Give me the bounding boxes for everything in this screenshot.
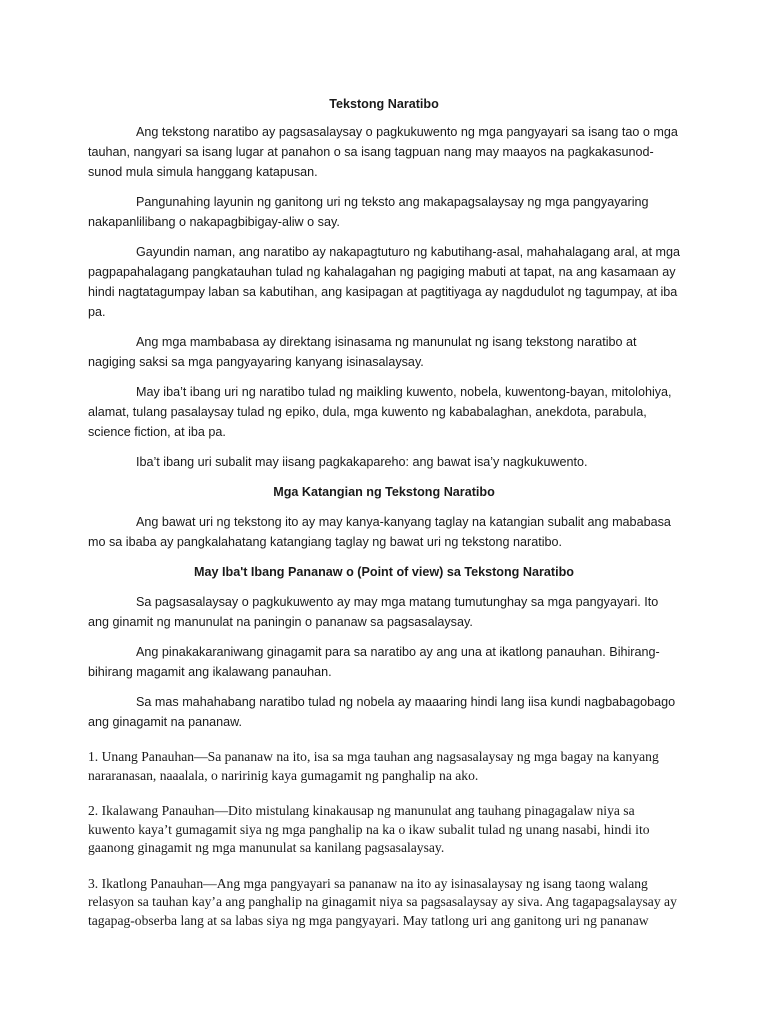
intro-paragraph-6: Iba’t ibang uri subalit may iisang pagkakapareho: ang bawat isa’y nagkukuwento. — [136, 455, 588, 469]
intro-paragraph-4: Ang mga mambabasa ay direktang isinasama ng manunulat ng isang tekstong naratibo at nagiging saksi sa mga pangyayaring kanyang isinasalaysay. — [88, 335, 637, 369]
katangian-paragraph-1: Ang bawat uri ng tekstong ito ay may kanya-kanyang taglay na katangian subalit ang mababasa mo sa ibaba ay pangkalahatang katangiang taglay ng bawat uri ng tekstong naratibo. — [88, 515, 671, 549]
section-heading-pananaw: May Iba't Ibang Pananaw o (Point of view) sa Tekstong Naratibo — [194, 565, 574, 579]
pananaw-paragraph-2: Ang pinakakaraniwang ginagamit para sa naratibo ay ang una at ikatlong panauhan. Bihirang-bihirang magamit ang ikalawang panauhan. — [88, 645, 660, 679]
point-of-view-list — [88, 748, 680, 930]
list-item-number: 1. — [88, 749, 102, 764]
section-heading-katangian: Mga Katangian ng Tekstong Naratibo — [273, 485, 495, 499]
list-item — [88, 875, 680, 931]
list-item-number: 2. — [88, 803, 102, 818]
intro-paragraph-5: May iba’t ibang uri ng naratibo tulad ng maikling kuwento, nobela, kuwentong-bayan, mitolohiya, alamat, tulang pasalaysay tulad ng epiko, dula, mga kuwento ng kababalaghan, anekdota, parabula, science fiction, at iba pa. — [88, 385, 672, 439]
list-item-number: 3. — [88, 875, 102, 891]
intro-paragraph-1: Ang tekstong naratibo ay pagsasalaysay o pagkukuwento ng mga pangyayari sa isang tao o mga tauhan, nangyari sa isang lugar at panahon o sa isang tagpuan nang may maayos na pagkakasunod-sunod mula simula hanggang katapusan. — [88, 125, 678, 179]
pananaw-paragraph-1: Sa pagsasalaysay o pagkukuwento ay may mga matang tumutunghay sa mga pangyayari. Ito ang ginamit ng manunulat na paningin o pananaw sa pagsasalaysay. — [88, 595, 659, 629]
intro-paragraph-2: Pangunahing layunin ng ganitong uri ng teksto ang makapagsalaysay ng mga pangyayaring nakapanlilibang o nakapagbibigay-aliw o say. — [88, 195, 649, 229]
pananaw-paragraph-3: Sa mas mahahabang naratibo tulad ng nobela ay maaaring hindi lang iisa kundi nagbabagobago ang ginagamit na pananaw. — [88, 695, 676, 729]
list-item — [88, 802, 680, 858]
document-title: Tekstong Naratibo — [329, 97, 439, 111]
intro-paragraph-3: Gayundin naman, ang naratibo ay nakapagtuturo ng kabutihang-asal, mahahalagang aral, at mga pagpapahalagang pangkatauhan tulad ng kahalagahan ng pagiging mabuti at tapat, na ang kasamaan ay hindi nagtatagumpay laban sa kabutihan, ang kasipagan at pagtitiyaga ay nagdudulot ng tagumpay, at iba pa. — [88, 245, 681, 319]
list-item-text: Ikatlong Panauhan—Ang mga pangyayari sa pananaw na ito ay isinasalaysay ng isang taong walang relasyon sa tauhan kay’a ang panghalip na ginagamit niya sa pagsasalaysay ay siva. Ang tagapagsalaysay ay tagapag-obserba lang at sa labas siya ng mga pangyayari. May tatlong uri ang ganitong uri ng pananaw — [88, 875, 677, 928]
list-item-text: Unang Panauhan—Sa pananaw na ito, isa sa mga tauhan ang nagsasalaysay ng mga bagay na kanyang nararanasan, naaalala, o naririnig kaya gumagamit ng panghalip na ako. — [88, 749, 659, 783]
document-page — [88, 94, 680, 947]
list-item-text: Ikalawang Panauhan—Dito mistulang kinakausap ng manunulat ang tauhang pinagagalaw niya sa kuwento kaya’t gumagamit siya ng mga panghalip na ka o ikaw subalit tulad ng unang nasabi, hindi ito gaanong ginagamit ng mga manunulat sa kanilang pagsasalaysay. — [88, 803, 650, 855]
list-item — [88, 748, 680, 785]
